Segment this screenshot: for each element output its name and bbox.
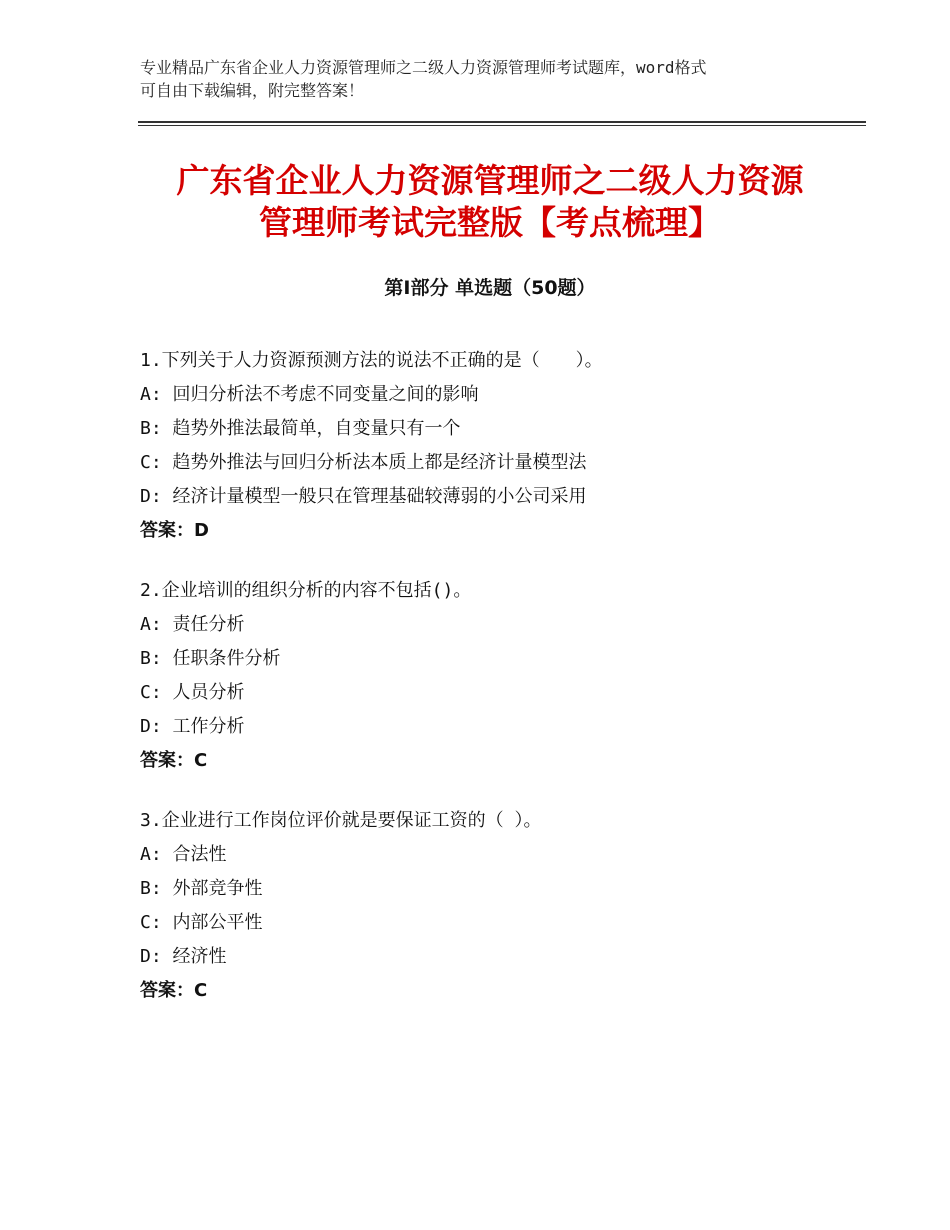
option-a: A: 合法性 <box>140 844 227 865</box>
option-c: C: 趋势外推法与回归分析法本质上都是经济计量模型法 <box>140 452 587 473</box>
header-line-2: 可自由下载编辑，附完整答案！ <box>140 81 365 100</box>
question-list <box>140 344 880 1034</box>
question-3 <box>140 804 880 1008</box>
question-1 <box>140 344 880 548</box>
section-title: 第Ⅰ部分 单选题（50题） <box>384 277 596 299</box>
option-c: C: 人员分析 <box>140 682 245 703</box>
answer: 答案：D <box>140 520 209 541</box>
question-stem: 1.下列关于人力资源预测方法的说法不正确的是（ ）。 <box>140 350 603 371</box>
header-divider-thin <box>138 125 866 126</box>
option-c: C: 内部公平性 <box>140 912 263 933</box>
option-d: D: 经济性 <box>140 946 227 967</box>
header-divider-thick <box>138 121 866 123</box>
question-2 <box>140 574 880 778</box>
question-stem: 2.企业培训的组织分析的内容不包括()。 <box>140 580 472 601</box>
option-a: A: 责任分析 <box>140 614 245 635</box>
answer: 答案：C <box>140 980 208 1001</box>
option-d: D: 工作分析 <box>140 716 245 737</box>
answer: 答案：C <box>140 750 208 771</box>
title-line-1: 广东省企业人力资源管理师之二级人力资源 <box>176 161 804 200</box>
title-line-2: 管理师考试完整版【考点梳理】 <box>259 203 721 242</box>
option-b: B: 外部竞争性 <box>140 878 263 899</box>
header-line-1: 专业精品广东省企业人力资源管理师之二级人力资源管理师考试题库，word格式 <box>140 58 707 77</box>
question-stem: 3.企业进行工作岗位评价就是要保证工资的（ ）。 <box>140 810 542 831</box>
option-b: B: 趋势外推法最简单，自变量只有一个 <box>140 418 461 439</box>
option-a: A: 回归分析法不考虑不同变量之间的影响 <box>140 384 479 405</box>
page-header <box>140 56 820 102</box>
option-d: D: 经济计量模型一般只在管理基础较薄弱的小公司采用 <box>140 486 587 507</box>
document-title <box>140 160 840 244</box>
option-b: B: 任职条件分析 <box>140 648 281 669</box>
